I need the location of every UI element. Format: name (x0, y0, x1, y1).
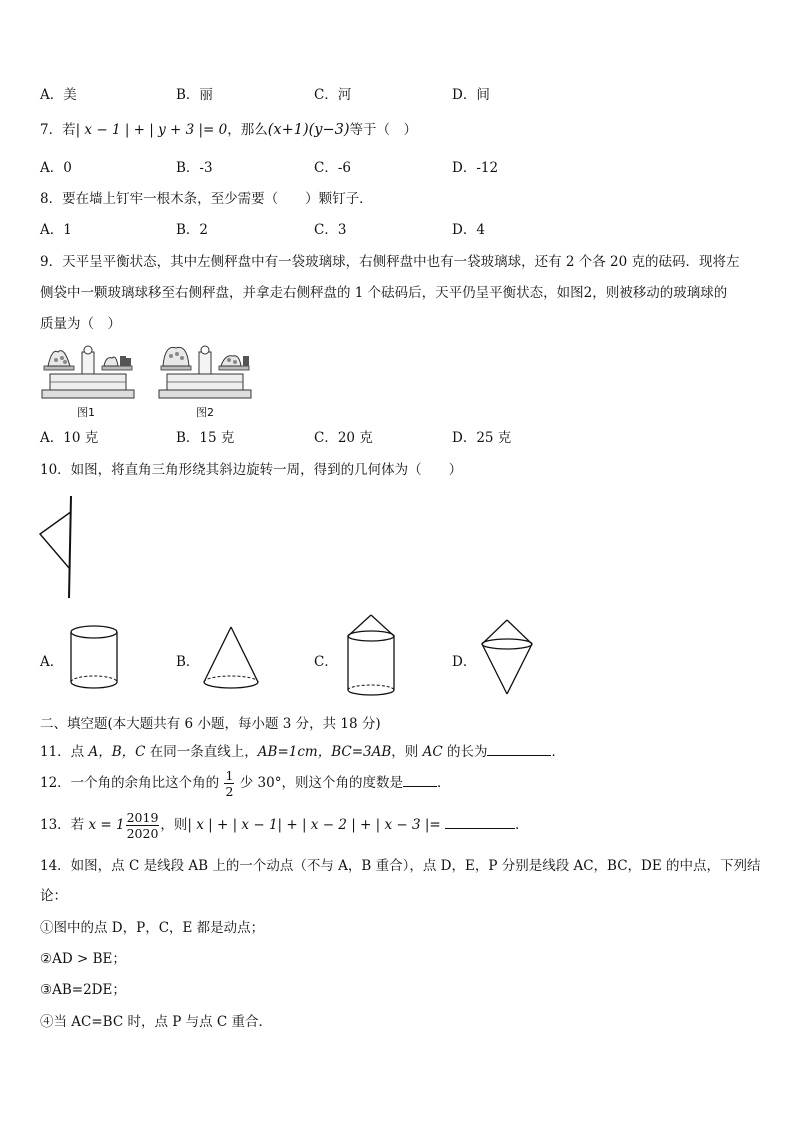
q13-mid: ，则 (160, 817, 188, 833)
q14-statement-2: ②AD > BE； (40, 951, 126, 967)
q10-option-c-label: C． (314, 654, 338, 670)
q7-product-expression: (x+1)(y−3) (267, 122, 350, 138)
cylinder-icon (66, 622, 122, 692)
q11-points: A，B，C (88, 744, 146, 760)
q9-option-c: C．20 克 (314, 430, 373, 446)
q8-stem: 8．要在墙上钉牢一根木条，至少需要（ ）颗钉子． (40, 191, 373, 207)
q14-line-2: 论： (40, 888, 67, 904)
q7-option-d: D．-12 (452, 160, 499, 176)
q11-post: 的长为 (446, 744, 488, 760)
q12-fraction-denominator: 2 (225, 784, 234, 799)
balance-figure-1 (38, 338, 138, 400)
q11-mid: 在同一条直线上， (149, 744, 258, 760)
q12-fraction (224, 768, 234, 799)
q6-option-b: B．丽 (176, 87, 213, 103)
q7-number: 7． (40, 122, 63, 138)
q6-option-a: A．美 (40, 87, 77, 103)
q12-answer-blank[interactable] (403, 774, 437, 787)
section-2-heading: 二、填空题(本大题共有 6 小题，每小题 3 分，共 18 分) (40, 716, 381, 732)
q11-ac: AC (422, 744, 443, 760)
q13-pre: 13．若 (40, 817, 85, 833)
cone-icon (200, 624, 262, 692)
q8-option-c: C．3 (314, 222, 347, 238)
q13-period: ． (515, 817, 529, 833)
q13-fraction-numerator: 2019 (126, 810, 159, 825)
q9-option-a: A．10 克 (40, 430, 99, 446)
q14-statement-4: ④当 AC=BC 时，点 P 与点 C 重合． (40, 1014, 273, 1030)
cone-on-cylinder-icon (342, 612, 400, 698)
q7-mid: ，那么 (227, 122, 268, 138)
q13-x-equals: x = 1 (88, 817, 125, 833)
q7-stem (40, 118, 417, 138)
q10-option-a-label: A． (40, 654, 64, 670)
q14-statement-1: ①图中的点 D，P，C，E 都是动点； (40, 920, 265, 936)
q12-stem (40, 766, 450, 800)
q7-pre: 若 (62, 122, 76, 138)
q8-option-a: A．1 (40, 222, 72, 238)
q9-option-b: B．15 克 (176, 430, 235, 446)
q7-post: 等于（ ） (349, 122, 417, 138)
q13-stem (40, 806, 529, 844)
q11-period: ． (551, 744, 565, 760)
q9-line-3: 质量为（ ） (40, 316, 121, 332)
right-triangle-figure (36, 494, 80, 600)
figure-1-caption: 图1 (77, 406, 95, 419)
q12-period: ． (436, 775, 451, 791)
q7-abs-expression: | x − 1 | + | y + 3 |= 0 (75, 122, 228, 138)
q10-stem: 10．如图，将直角三角形绕其斜边旋转一周，得到的几何体为（ ） (40, 462, 463, 478)
q12-pre: 12．一个角的余角比这个角的 (40, 775, 220, 791)
q11-mid2: ，则 (391, 744, 419, 760)
q7-option-c: C．-6 (314, 160, 351, 176)
q8-option-b: B．2 (176, 222, 209, 238)
q11-condition: AB=1cm，BC=3AB (257, 744, 392, 760)
q9-line-1: 9．天平呈平衡状态，其中左侧秤盘中有一袋玻璃球，右侧秤盘中也有一袋玻璃球，还有 2 个各 20 克的砝码．现将左 (40, 254, 740, 270)
q7-option-a: A．0 (40, 160, 72, 176)
q12-fraction-numerator: 1 (225, 768, 234, 783)
q6-option-d: D．间 (452, 87, 490, 103)
double-cone-icon (478, 617, 536, 697)
q6-option-c: C．河 (314, 87, 352, 103)
q11-answer-blank[interactable] (487, 743, 551, 756)
q9-option-d: D．25 克 (452, 430, 512, 446)
balance-figure-2 (155, 338, 255, 400)
q8-option-d: D．4 (452, 222, 485, 238)
q11-stem (40, 740, 565, 760)
q14-statement-3: ③AB=2DE； (40, 982, 126, 998)
q13-fraction-denominator: 2020 (126, 826, 159, 841)
q13-expression: | x | + | x − 1| + | x − 2 | + | x − 3 |= (187, 817, 441, 833)
q7-option-b: B．-3 (176, 160, 213, 176)
q13-answer-blank[interactable] (445, 816, 515, 829)
q9-line-2: 侧袋中一颗玻璃球移至右侧秤盘，并拿走右侧秤盘的 1 个砝码后，天平仍呈平衡状态，如图2，则被移动的玻璃球的 (40, 285, 728, 301)
q10-option-d-label: D． (452, 654, 477, 670)
q11-pre: 11．点 (40, 744, 85, 760)
q13-fraction (126, 810, 160, 841)
figure-2-caption: 图2 (196, 406, 214, 419)
q12-post: 少 30°，则这个角的度数是 (239, 775, 403, 791)
q10-option-b-label: B． (176, 654, 200, 670)
q14-line-1: 14．如图，点 C 是线段 AB 上的一个动点（不与 A，B 重合），点 D，E，P 分别是线段 AC，BC，DE 的中点，下列结 (40, 858, 761, 874)
